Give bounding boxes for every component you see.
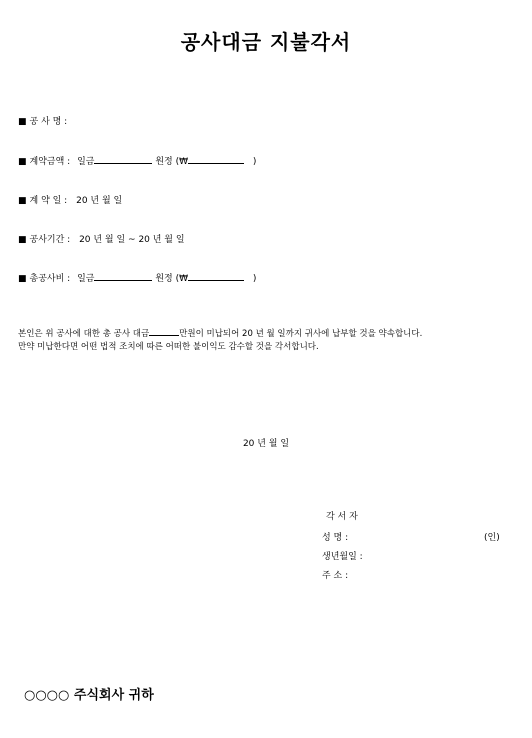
contract-amount-prefix: 일금 [77, 157, 95, 167]
recipient-company: ○○○○ 주식회사 귀하 [24, 688, 154, 703]
contract-amount-label: 계약금액 : [29, 157, 71, 167]
pledge-line-1-start: 본인은 위 공사에 대한 총 공사 대금 [18, 329, 150, 339]
total-cost-won-blank[interactable] [188, 271, 244, 281]
signer-heading: 각 서 자 [326, 512, 358, 522]
contract-amount-won-blank[interactable] [188, 154, 244, 164]
contract-date-field [18, 193, 122, 206]
pledge-amount-blank[interactable] [149, 326, 179, 336]
bullet-icon: ■ [18, 117, 27, 127]
total-cost-suffix: ) [252, 274, 257, 284]
project-name-label: 공 사 명 : [29, 117, 68, 127]
construction-period-field [18, 232, 185, 245]
bullet-icon: ■ [18, 274, 27, 284]
total-cost-mid: 원정 (₩ [155, 274, 188, 284]
contract-amount-suffix: ) [252, 157, 257, 167]
pledge-line-1-end: 만원이 미납되어 20 년 월 일까지 귀사에 납부할 것을 약속합니다. [179, 329, 423, 339]
bullet-icon: ■ [18, 235, 27, 245]
pledge-line-2: 만약 미납한다면 어떤 법적 조치에 따른 어떠한 불이익도 감수할 것을 각서합니다. [18, 342, 319, 352]
contract-date-value: 20 년 월 일 [76, 196, 123, 206]
total-cost-label: 총공사비 : [29, 274, 71, 284]
pledge-line-1 [18, 326, 518, 341]
total-cost-prefix: 일금 [77, 274, 95, 284]
bullet-icon: ■ [18, 196, 27, 206]
construction-period-value: 20 년 월 일 ~ 20 년 월 일 [79, 235, 185, 245]
total-cost-field [18, 271, 256, 284]
seal-mark: (인) [484, 533, 500, 543]
bullet-icon: ■ [18, 157, 27, 167]
document-title: 공사대금 지불각서 [180, 30, 352, 54]
total-cost-blank[interactable] [94, 271, 152, 281]
construction-period-label: 공사기간 : [29, 235, 71, 245]
contract-date-label: 계 약 일 : [29, 196, 68, 206]
pledge-paragraph [18, 326, 518, 354]
signer-birth-label: 생년월일 : [322, 552, 363, 562]
signer-name-label: 성 명 : [322, 533, 349, 543]
signer-address-label: 주 소 : [322, 571, 349, 581]
contract-amount-field [18, 154, 256, 167]
project-name-field [18, 114, 67, 127]
contract-amount-mid: 원정 (₩ [155, 157, 188, 167]
contract-amount-blank[interactable] [94, 154, 152, 164]
signing-date: 20 년 월 일 [242, 439, 290, 449]
